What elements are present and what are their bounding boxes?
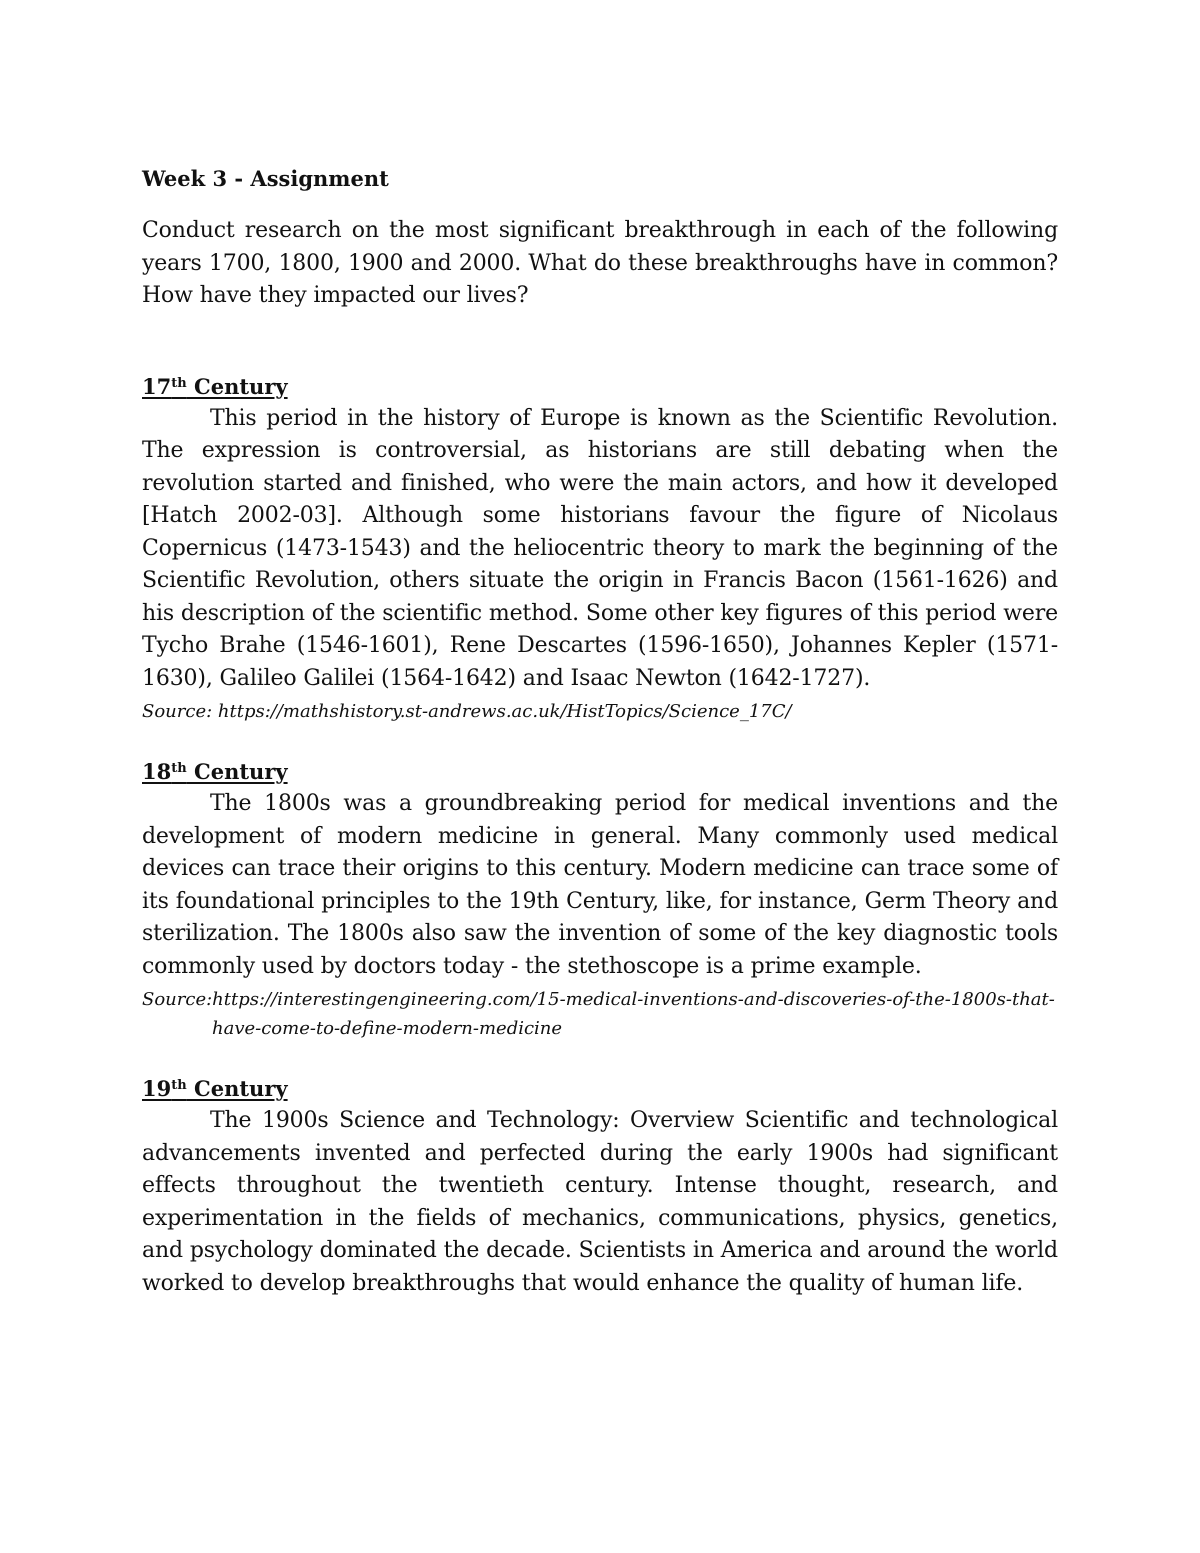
section-17th-century	[142, 371, 1058, 727]
source-citation: Source: https://mathshistory.st-andrews.ac.uk/HistTopics/Science_17C/	[142, 701, 792, 722]
section-19th-century	[142, 1073, 1058, 1300]
heading-number: 17	[142, 373, 172, 399]
heading-ordinal-suffix: th	[171, 375, 187, 391]
section-18th-century	[142, 756, 1058, 1043]
heading-word: Century	[186, 1076, 288, 1101]
source-citation: Source:https://interestingengineering.com/15-medical-inventions-and-discoveries-of-the-1800s-that-have-come-to-define-modern-medicine	[142, 989, 1055, 1039]
section-body: This period in the history of Europe is known as the Scientific Revolution. The expression is controversial, as historians are still debating when the revolution started and finished, who were the main actors, and how it developed [Hatch 2002-03]. Although some historians favour the figure of Nicolaus Copernicus (1473-1543) and the heliocentric theory to mark the beginning of the Scientific Revolution, others situate the origin in Francis Bacon (1561-1626) and his description of the scientific method. Some other key figures of this period were Tycho Brahe (1546-1601), Rene Descartes (1596-1650), Johannes Kepler (1571-1630), Galileo Galilei (1564-1642) and Isaac Newton (1642-1727).	[142, 405, 1058, 691]
heading-ordinal-suffix: th	[171, 1078, 187, 1093]
assignment-prompt: Conduct research on the most significant breakthrough in each of the following years 1700, 1800, 1900 and 2000. What do these breakthroughs have in common? How have they impacted our lives?	[142, 218, 1058, 308]
document-content	[142, 163, 1058, 1300]
heading-word: Century	[186, 759, 288, 784]
section-heading	[142, 371, 1058, 403]
section-heading	[142, 756, 1058, 788]
section-body: The 1900s Science and Technology: Overview Scientific and technological advancements invented and perfected during the early 1900s had significant effects throughout the twentieth century. Intense thought, research, and experimentation in the fields of mechanics, communications, physics, genetics, and psychology dominated the decade. Scientists in America and around the world worked to develop breakthroughs that would enhance the quality of human life.	[142, 1108, 1058, 1296]
heading-number: 18	[142, 759, 172, 784]
heading-word: Century	[186, 373, 288, 399]
heading-ordinal-suffix: th	[171, 761, 187, 776]
section-heading	[142, 1073, 1058, 1105]
section-body: The 1800s was a groundbreaking period for medical inventions and the development of modern medicine in general. Many commonly used medical devices can trace their origins to this century. Modern medicine can trace some of its foundational principles to the 19th Century, like, for instance, Germ Theory and sterilization. The 1800s also saw the invention of some of the key diagnostic tools commonly used by doctors today - the stethoscope is a prime example.	[142, 791, 1058, 979]
heading-number: 19	[142, 1076, 172, 1101]
document-title: Week 3 - Assignment	[142, 166, 389, 191]
